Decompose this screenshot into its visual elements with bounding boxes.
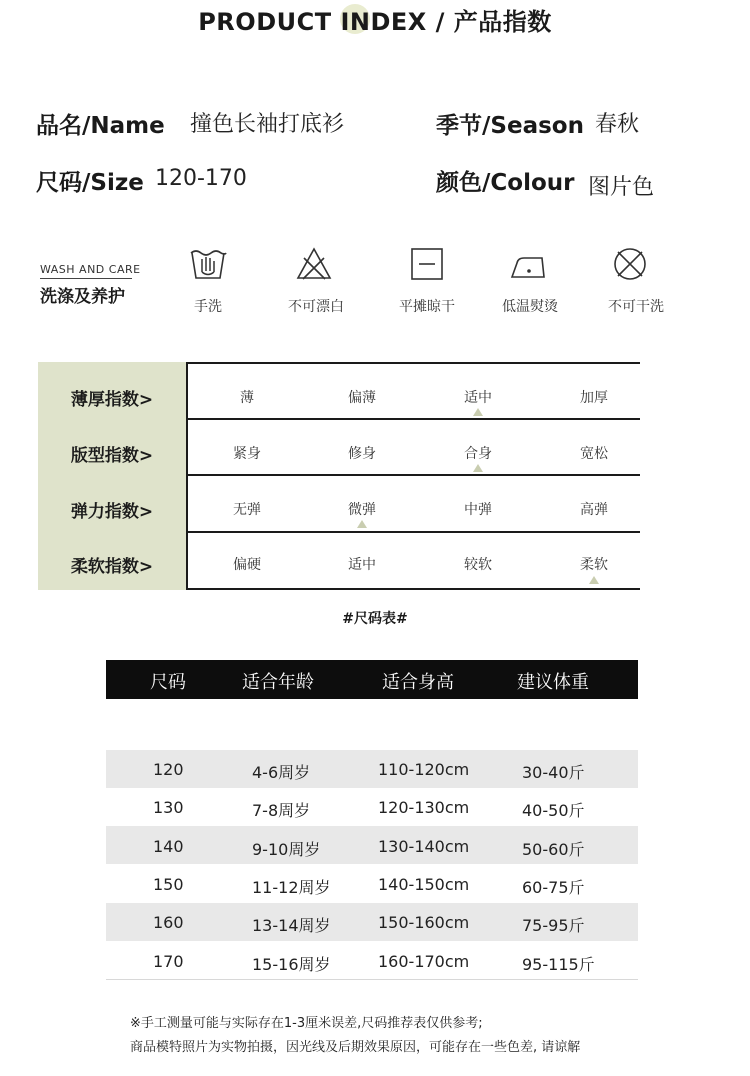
index-option-selected: 适中 <box>464 390 492 406</box>
weight-cell: 50-60斤 <box>522 840 585 859</box>
no-dry-clean-icon <box>610 244 650 284</box>
height-cell: 110-120cm <box>378 760 470 779</box>
index-option: 宽松 <box>580 446 608 462</box>
size-header-height: 适合身高 <box>382 672 454 693</box>
age-cell: 11-12周岁 <box>252 878 331 897</box>
size-value: 120-170 <box>155 166 247 191</box>
index-option: 加厚 <box>580 390 608 406</box>
care-label-no-dry-clean: 不可干洗 <box>608 299 664 315</box>
no-bleach-icon <box>294 244 334 284</box>
index-vertical-divider <box>186 362 188 590</box>
index-option-selected: 合身 <box>464 446 492 462</box>
iron-low-icon <box>508 244 548 284</box>
index-title-softness: 柔软指数> <box>70 557 154 577</box>
index-option: 偏薄 <box>348 390 376 406</box>
index-selection-marker <box>473 408 483 416</box>
index-divider <box>186 531 640 533</box>
index-option-selected: 柔软 <box>580 557 608 573</box>
index-selection-marker <box>357 520 367 528</box>
index-option: 偏硬 <box>233 557 261 573</box>
care-title-en: WASH AND CARE <box>40 263 141 276</box>
height-cell: 160-170cm <box>378 952 470 971</box>
age-cell: 9-10周岁 <box>252 840 321 859</box>
name-label: 品名/Name <box>36 113 165 139</box>
note-measurement: ※手工测量可能与实际存在1-3厘米误差,尺码推荐表仅供参考; <box>130 1016 483 1031</box>
size-header-age: 适合年龄 <box>242 672 314 693</box>
height-cell: 130-140cm <box>378 837 470 856</box>
weight-cell: 30-40斤 <box>522 763 585 782</box>
size-cell: 120 <box>153 760 184 779</box>
index-selection-marker <box>589 576 599 584</box>
index-divider <box>186 474 640 476</box>
weight-cell: 75-95斤 <box>522 916 585 935</box>
index-option: 修身 <box>348 446 376 462</box>
index-option: 较软 <box>464 557 492 573</box>
index-divider <box>186 418 640 420</box>
size-header-size: 尺码 <box>150 672 186 693</box>
index-title-thickness: 薄厚指数> <box>70 390 154 410</box>
season-label: 季节/Season <box>436 113 584 139</box>
height-cell: 140-150cm <box>378 875 470 894</box>
age-cell: 7-8周岁 <box>252 801 311 820</box>
size-cell: 150 <box>153 875 184 894</box>
index-title-fit: 版型指数> <box>70 446 154 466</box>
index-option: 紧身 <box>233 446 261 462</box>
size-chart-caption: #尺码表# <box>342 611 408 627</box>
size-label: 尺码/Size <box>36 170 144 196</box>
index-option: 薄 <box>240 390 254 406</box>
height-cell: 120-130cm <box>378 798 470 817</box>
index-option-selected: 微弹 <box>348 502 376 518</box>
care-title-cn: 洗涤及养护 <box>40 287 125 307</box>
season-value: 春秋 <box>595 112 640 137</box>
index-divider <box>186 588 640 590</box>
age-cell: 13-14周岁 <box>252 916 331 935</box>
care-label-dry-flat: 平摊晾干 <box>399 299 455 315</box>
size-cell: 130 <box>153 798 184 817</box>
height-cell: 150-160cm <box>378 913 470 932</box>
size-cell: 170 <box>153 952 184 971</box>
page-title: PRODUCT INDEX / 产品指数 <box>198 8 552 36</box>
size-header-weight: 建议体重 <box>517 672 589 693</box>
weight-cell: 95-115斤 <box>522 955 595 974</box>
care-label-iron-low: 低温熨烫 <box>502 299 558 315</box>
index-selection-marker <box>473 464 483 472</box>
name-value: 撞色长袖打底衫 <box>190 112 345 137</box>
index-option: 无弹 <box>233 502 261 518</box>
table-bottom-line <box>106 979 638 980</box>
note-color-difference: 商品模特照片为实物拍摄，因光线及后期效果原因，可能存在一些色差, 请谅解 <box>130 1040 581 1055</box>
index-divider <box>186 362 640 364</box>
weight-cell: 40-50斤 <box>522 801 585 820</box>
index-option: 中弹 <box>464 502 492 518</box>
care-label-hand-wash: 手洗 <box>194 299 222 315</box>
hand-wash-icon <box>188 244 228 284</box>
colour-label: 颜色/Colour <box>436 170 575 196</box>
age-cell: 15-16周岁 <box>252 955 331 974</box>
size-cell: 140 <box>153 837 184 856</box>
age-cell: 4-6周岁 <box>252 763 311 782</box>
index-option: 高弹 <box>580 502 608 518</box>
colour-value: 图片色 <box>588 175 655 200</box>
dry-flat-icon <box>407 244 447 284</box>
index-option: 适中 <box>348 557 376 573</box>
size-cell: 160 <box>153 913 184 932</box>
weight-cell: 60-75斤 <box>522 878 585 897</box>
care-divider <box>40 278 132 279</box>
care-label-no-bleach: 不可漂白 <box>288 299 344 315</box>
index-title-elasticity: 弹力指数> <box>70 502 154 522</box>
